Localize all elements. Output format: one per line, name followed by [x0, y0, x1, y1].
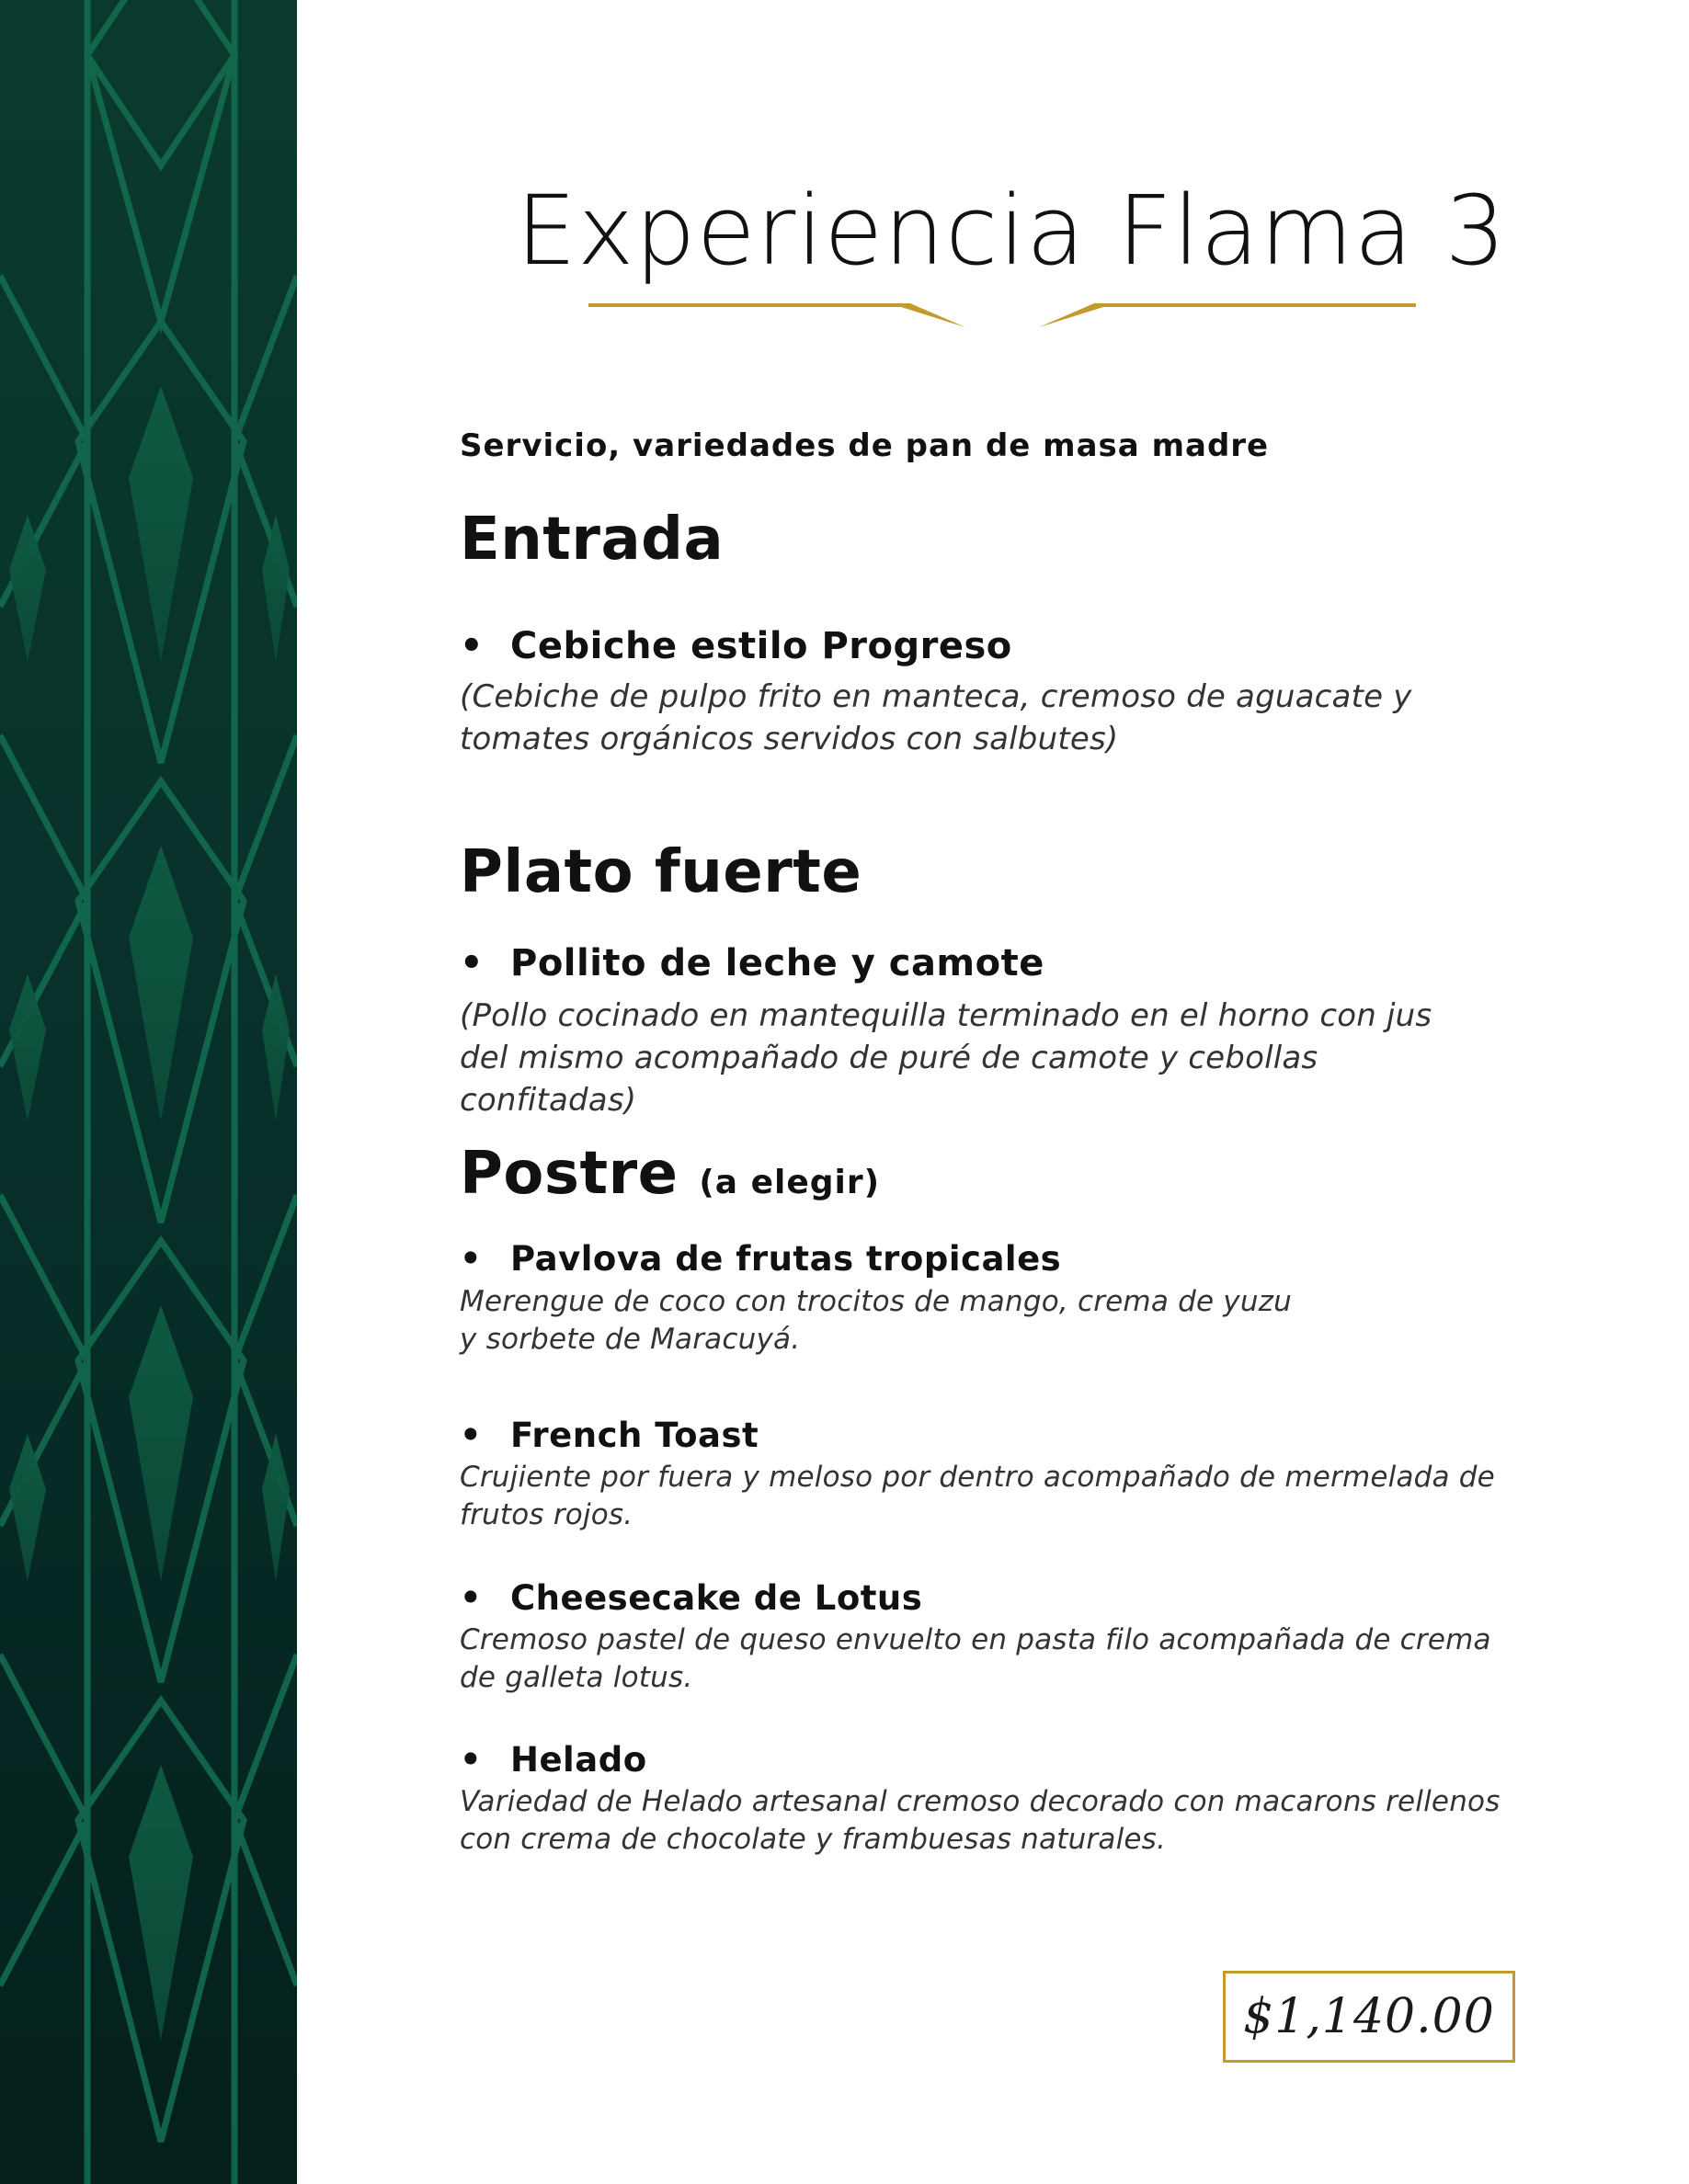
menu-item-title	[460, 942, 1044, 984]
postre-note: (a elegir)	[699, 1164, 881, 1201]
menu-item-title	[460, 1239, 1061, 1279]
item-name: Pavlova de frutas tropicales	[510, 1239, 1062, 1279]
price-value: $1,140.00	[1243, 1989, 1495, 2044]
item-description: Cremoso pastel de queso envuelto en pasta filo acompañada de crema de galleta lotus.	[460, 1623, 1491, 1694]
bullet: •	[460, 942, 485, 984]
bullet: •	[460, 1740, 483, 1780]
bullet: •	[460, 625, 485, 667]
item-description: (Pollo cocinado en mantequilla terminado en el horno con jus del mismo acompañado de puré de camote y cebollas confitadas)	[460, 997, 1432, 1119]
item-name: Helado	[510, 1740, 647, 1780]
item-description: (Cebiche de pulpo frito en manteca, cremoso de aguacate y tomates orgánicos servidos con salbutes)	[460, 678, 1412, 757]
bullet: •	[460, 1416, 483, 1455]
menu-item-title	[460, 1416, 759, 1455]
section-heading-entrada: Entrada	[460, 506, 725, 574]
bullet: •	[460, 1578, 483, 1618]
item-name: Cheesecake de Lotus	[510, 1578, 923, 1618]
bullet: •	[460, 1239, 483, 1279]
service-line: Servicio, variedades de pan de masa madre	[460, 427, 1270, 464]
item-name: Cebiche estilo Progreso	[510, 625, 1012, 667]
section-heading-postre	[460, 1140, 880, 1208]
item-description-line: Merengue de coco con trocitos de mango, crema de yuzu	[460, 1285, 1292, 1318]
decorative-side-band	[0, 0, 297, 2184]
item-description-line: y sorbete de Maracuyá.	[460, 1323, 801, 1356]
item-name: Pollito de leche y camote	[510, 942, 1044, 984]
item-description: Crujiente por fuera y meloso por dentro acompañado de mermelada de frutos rojos.	[460, 1461, 1495, 1531]
menu-title: Experiencia Flama 3	[516, 175, 1507, 287]
menu-item-title	[460, 625, 1012, 667]
title-divider-ornament	[579, 294, 1425, 331]
postre-heading-text: Postre	[460, 1140, 679, 1208]
item-name: French Toast	[510, 1416, 759, 1455]
menu-item-title	[460, 1578, 922, 1618]
menu-item-title	[460, 1740, 647, 1780]
diamond-pattern-graphic	[0, 0, 297, 2184]
item-description: Variedad de Helado artesanal cremoso decorado con macarons rellenos con crema de chocolate y frambuesas naturales.	[460, 1785, 1501, 1856]
section-heading-plato-fuerte: Plato fuerte	[460, 838, 862, 906]
price-box	[1223, 1971, 1515, 2063]
